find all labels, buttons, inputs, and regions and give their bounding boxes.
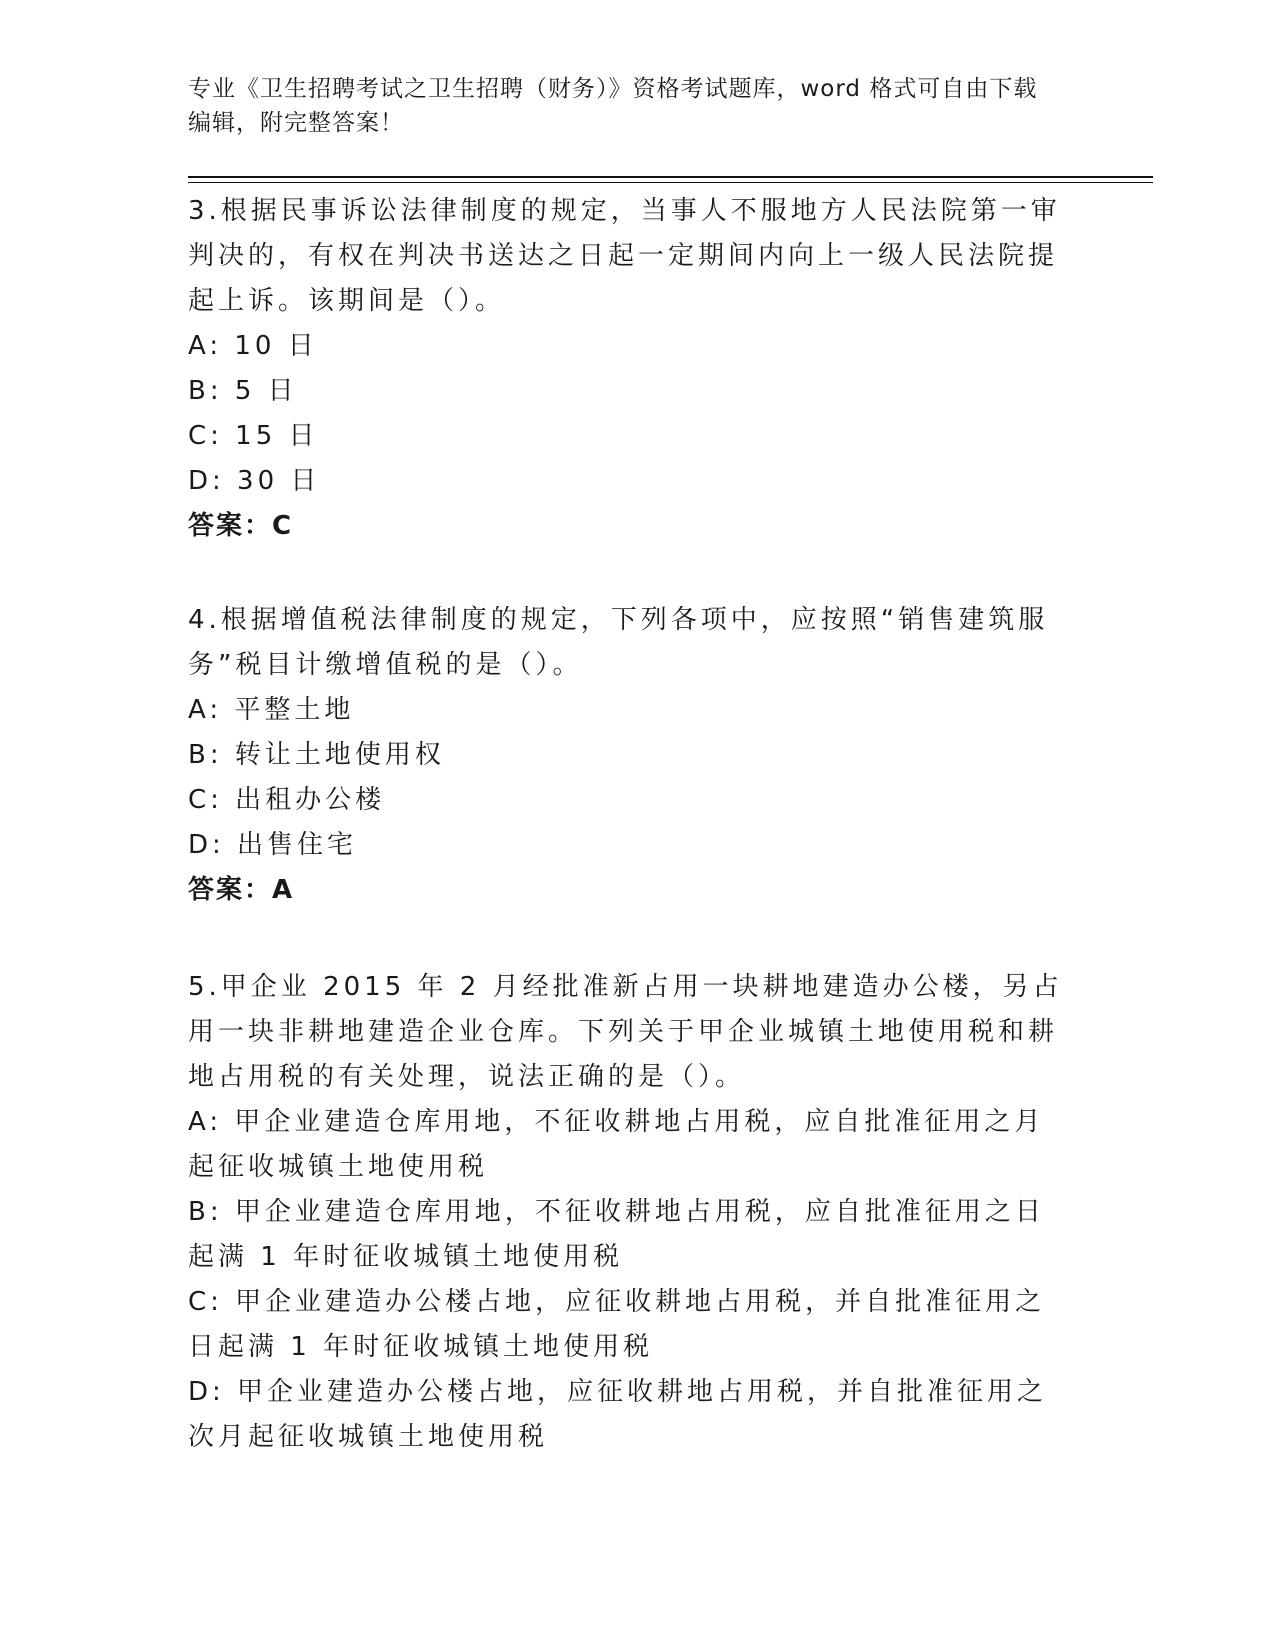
option-c: C: 甲企业建造办公楼占地，应征收耕地占用税，并自批准征用之日起满 1 年时征收城镇土地使用税 [188, 1287, 1046, 1362]
question-5 [188, 965, 1068, 1460]
option-d: D: 甲企业建造办公楼占地，应征收耕地占用税，并自批准征用之次月起征收城镇土地使用税 [188, 1377, 1048, 1452]
option-a: A: 10 日 [188, 331, 318, 361]
option-a: A: 平整土地 [188, 695, 355, 725]
header-divider-thick [188, 176, 1153, 178]
header-line-1: 专业《卫生招聘考试之卫生招聘（财务）》资格考试题库，word 格式可自由下载 [188, 76, 1038, 102]
option-d: D: 30 日 [188, 466, 321, 496]
question-4 [188, 598, 1068, 913]
option-b: B: 转让土地使用权 [188, 740, 445, 770]
option-a: A: 甲企业建造仓库用地，不征收耕地占用税，应自批准征用之月起征收城镇土地使用税 [188, 1107, 1045, 1182]
header-line-2: 编辑，附完整答案！ [188, 110, 404, 136]
option-c: C: 15 日 [188, 421, 319, 451]
question-3 [188, 189, 1068, 549]
option-b: B: 甲企业建造仓库用地，不征收耕地占用税，应自批准征用之日起满 1 年时征收城镇土地使用税 [188, 1197, 1045, 1272]
option-b: B: 5 日 [188, 376, 298, 406]
answer: 答案：A [188, 875, 295, 905]
option-c: C: 出租办公楼 [188, 785, 386, 815]
header-divider-thin [188, 182, 1153, 183]
answer: 答案：C [188, 511, 294, 541]
option-d: D: 出售住宅 [188, 830, 358, 860]
document-header [188, 72, 1068, 140]
question-stem: 4.根据增值税法律制度的规定，下列各项中，应按照“销售建筑服务”税目计缴增值税的是（）。 [188, 605, 1049, 680]
question-stem: 3.根据民事诉讼法律制度的规定，当事人不服地方人民法院第一审判决的，有权在判决书送达之日起一定期间内向上一级人民法院提起上诉。该期间是（）。 [188, 196, 1061, 316]
question-stem: 5.甲企业 2015 年 2 月经批准新占用一块耕地建造办公楼，另占用一块非耕地建造企业仓库。下列关于甲企业城镇土地使用税和耕地占用税的有关处理，说法正确的是（）。 [188, 972, 1063, 1092]
